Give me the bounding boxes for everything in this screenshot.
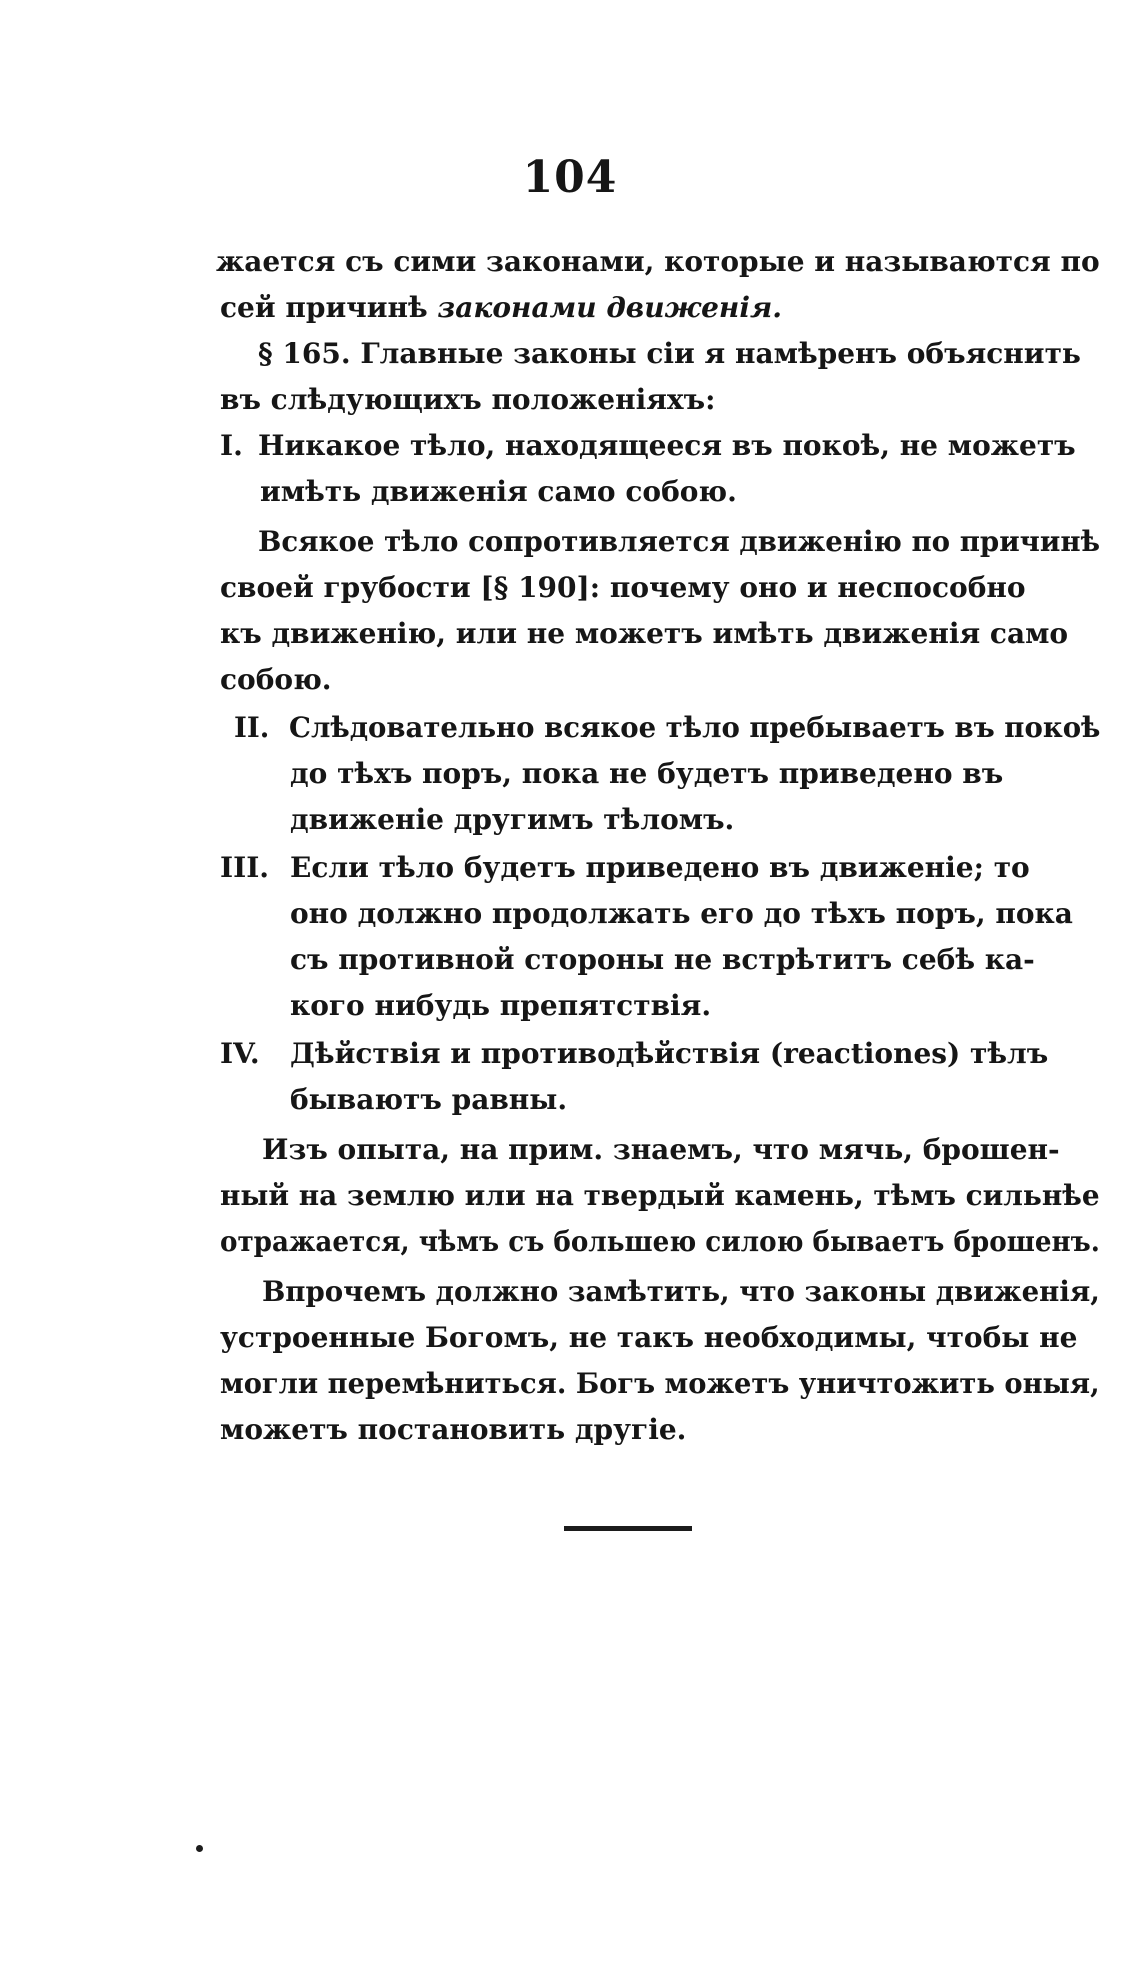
text-line: устроенные Богомъ, не такъ необходимы, чтобы не [220, 1321, 1078, 1354]
law-text: Если тѣло будетъ приведено въ движеніе; то [290, 851, 1030, 884]
law-numeral: III. [220, 851, 270, 884]
law-line [220, 850, 1030, 886]
law-text: Слѣдовательно всякое тѣло пребываетъ въ покоѣ [289, 711, 1101, 744]
text-line: Всякое тѣло сопротивляется движенію по причинѣ [258, 525, 1100, 558]
section-divider [564, 1526, 692, 1531]
text-segment: сей причинѣ [220, 291, 438, 324]
text-line: отражается, чѣмъ съ большею силою бываетъ брошенъ. [220, 1225, 1100, 1258]
text-line: движеніе другимъ тѣломъ. [290, 803, 735, 836]
text-line: къ движенію, или не можетъ имѣть движенія само [220, 617, 1069, 650]
text-line: кого нибудь препятствія. [290, 989, 712, 1022]
text-line: въ слѣдующихъ положеніяхъ: [220, 383, 716, 416]
text-line [220, 290, 782, 326]
text-line: ный на землю или на твердый камень, тѣмъ сильнѣе [220, 1179, 1100, 1212]
text-line: съ противной стороны не встрѣтитъ себѣ ка- [290, 943, 1035, 976]
law-numeral: IV. [220, 1037, 260, 1070]
text-line: оно должно продолжать его до тѣхъ поръ, пока [290, 897, 1073, 930]
law-text: Дѣйствія и противодѣйствія (reactiones) тѣлъ [290, 1037, 1049, 1070]
law-line [220, 428, 1076, 464]
law-line [234, 710, 1100, 746]
text-line: жается съ сими законами, которые и называются по [216, 245, 1100, 278]
text-line: можетъ постановить другіе. [220, 1413, 687, 1446]
law-numeral: I. [220, 429, 243, 462]
text-line: до тѣхъ поръ, пока не будетъ приведено въ [290, 757, 1004, 790]
law-text: Никакое тѣло, находящееся въ покоѣ, не можетъ [258, 429, 1076, 462]
italic-term: законами движенія. [437, 291, 783, 324]
ink-speck [196, 1845, 203, 1852]
law-numeral: II. [234, 711, 270, 744]
section-heading-line: § 165. Главные законы сіи я намѣренъ объяснить [258, 337, 1081, 370]
text-line: собою. [220, 663, 332, 696]
text-line: имѣть движенія само собою. [260, 475, 737, 508]
text-line: могли перемѣниться. Богъ можетъ уничтожить оныя, [220, 1367, 1100, 1400]
text-line: Изъ опыта, на прим. знаемъ, что мячь, брошен- [262, 1133, 1060, 1166]
law-line [220, 1036, 1048, 1072]
text-line: Впрочемъ должно замѣтить, что законы движенія, [262, 1275, 1100, 1308]
text-line: своей грубости [§ 190]: почему оно и неспособно [220, 571, 1026, 604]
page-number: 104 [522, 152, 618, 203]
text-line: бываютъ равны. [290, 1083, 568, 1116]
